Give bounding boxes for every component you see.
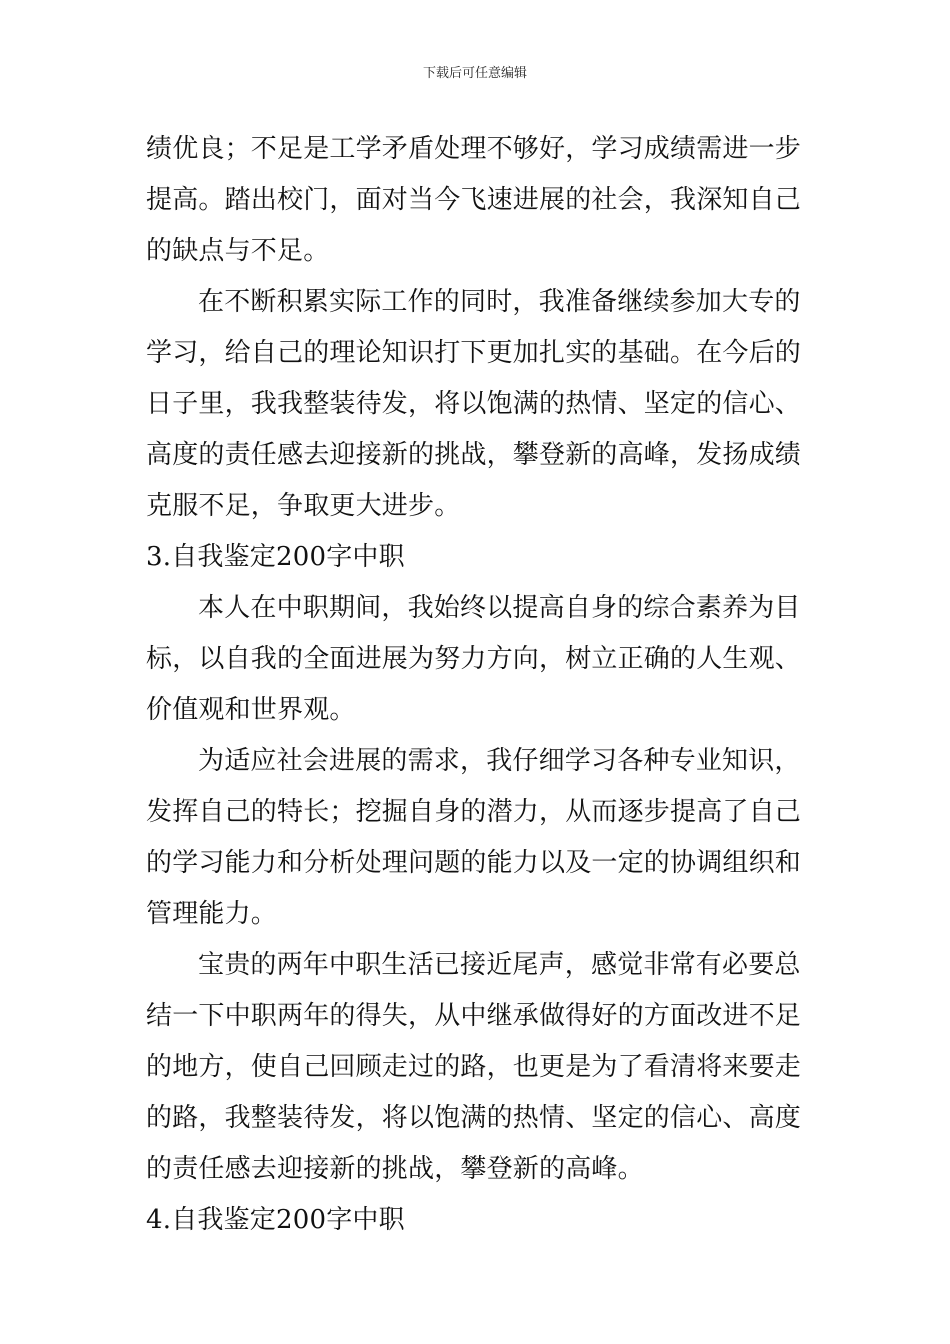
section-heading: 4.自我鉴定200字中职 (146, 1205, 405, 1235)
paragraph-first-line: 宝贵的两年中职生活已接近尾声，感觉非常有必要总 (198, 950, 801, 980)
text-line: 管理能力。 (146, 899, 278, 929)
text-line: 高度的责任感去迎接新的挑战，攀登新的高峰，发扬成绩 (146, 440, 802, 470)
text-line: 的缺点与不足。 (146, 236, 330, 266)
document-body (146, 124, 806, 1246)
text-line: 价值观和世界观。 (146, 695, 356, 725)
text-line: 结一下中职两年的得失，从中继承做得好的方面改进不足 (146, 1001, 802, 1031)
text-line: 的学习能力和分析处理问题的能力以及一定的协调组织和 (146, 848, 802, 878)
section-heading: 3.自我鉴定200字中职 (146, 542, 405, 572)
text-line: 的路，我整装待发，将以饱满的热情、坚定的信心、高度 (146, 1103, 802, 1133)
text-line: 绩优良；不足是工学矛盾处理不够好，学习成绩需进一步 (146, 134, 802, 164)
paragraph-first-line: 为适应社会进展的需求，我仔细学习各种专业知识， (198, 746, 801, 776)
paragraph-first-line: 本人在中职期间，我始终以提高自身的综合素养为目 (198, 593, 801, 623)
text-line: 标，以自我的全面进展为努力方向，树立正确的人生观、 (146, 644, 802, 674)
text-line: 发挥自己的特长；挖掘自身的潜力，从而逐步提高了自己 (146, 797, 802, 827)
text-line: 日子里，我我整装待发，将以饱满的热情、坚定的信心、 (146, 389, 802, 419)
text-line: 克服不足，争取更大进步。 (146, 491, 461, 521)
page-header: 下载后可任意编辑 (422, 66, 527, 81)
text-line: 学习，给自己的理论知识打下更加扎实的基础。在今后的 (146, 338, 802, 368)
paragraph-first-line: 在不断积累实际工作的同时，我准备继续参加大专的 (198, 287, 801, 317)
text-line: 提高。踏出校门，面对当今飞速进展的社会，我深知自己 (146, 185, 802, 215)
text-line: 的责任感去迎接新的挑战，攀登新的高峰。 (146, 1154, 644, 1184)
text-line: 的地方，使自己回顾走过的路，也更是为了看清将来要走 (146, 1052, 802, 1082)
